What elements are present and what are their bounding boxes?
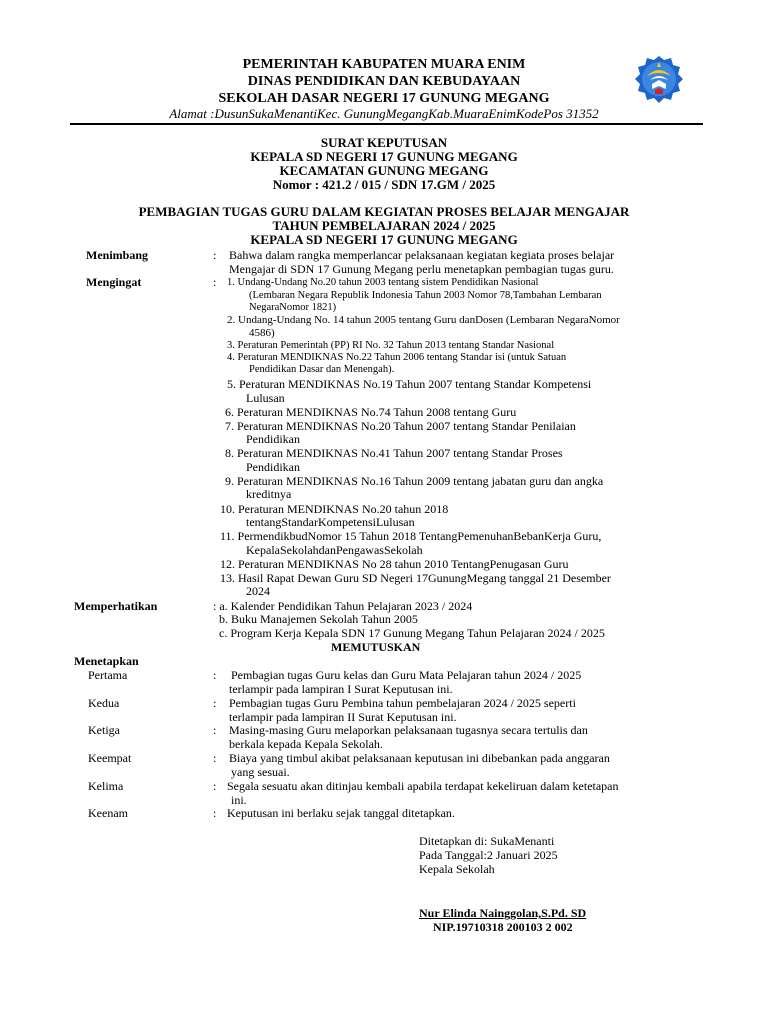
- kedua-colon: :: [213, 696, 217, 710]
- mengingat-item-10: 10. Peraturan MENDIKNAS No.20 tahun 2018: [220, 502, 449, 516]
- menimbang-text-1: Bahwa dalam rangka memperlancar pelaksanaan kegiatan kegiata proses belajar: [229, 248, 615, 262]
- signatory-name: Nur Elinda Nainggolan,S.Pd. SD: [419, 906, 587, 920]
- mengingat-item-6: 6. Peraturan MENDIKNAS No.74 Tahun 2008 tentang Guru: [225, 405, 517, 419]
- mengingat-item-7-cont: Pendidikan: [246, 432, 300, 446]
- mengingat-colon: :: [213, 275, 217, 289]
- memperhatikan-item-c: c. Program Kerja Kepala SDN 17 Gunung Megang Tahun Pelajaran 2024 / 2025: [219, 626, 605, 640]
- pertama-text-2: terlampir pada lampiran I Surat Keputusan ini.: [229, 682, 453, 696]
- mengingat-item-13: 13. Hasil Rapat Dewan Guru SD Negeri 17GunungMegang tanggal 21 Desember: [220, 571, 611, 585]
- mengingat-item-8-cont: Pendidikan: [246, 460, 300, 474]
- keempat-text-2: yang sesuai.: [231, 765, 290, 779]
- letterhead-line3: SEKOLAH DASAR NEGERI 17 GUNUNG MEGANG: [218, 91, 550, 106]
- mengingat-item-2-cont: 4586): [249, 327, 275, 339]
- keenam-text-1: Keputusan ini berlaku sejak tanggal ditetapkan.: [227, 806, 455, 820]
- subject-line2: TAHUN PEMBELAJARAN 2024 / 2025: [272, 218, 496, 233]
- signature-place: Ditetapkan di: SukaMenanti: [419, 834, 555, 848]
- decree-number: Nomor : 421.2 / 015 / SDN 17.GM / 2025: [272, 177, 496, 192]
- pertama-label: Pertama: [88, 668, 128, 682]
- letterhead-divider: [70, 123, 703, 125]
- mengingat-item-9: 9. Peraturan MENDIKNAS No.16 Tahun 2009 tentang jabatan guru dan angka: [225, 474, 604, 488]
- subject-line1: PEMBAGIAN TUGAS GURU DALAM KEGIATAN PROSES BELAJAR MENGAJAR: [138, 204, 630, 219]
- kelima-colon: :: [213, 779, 217, 793]
- letterhead-line2: DINAS PENDIDIKAN DAN KEBUDAYAAN: [247, 74, 521, 89]
- title-line2: KEPALA SD NEGERI 17 GUNUNG MEGANG: [250, 149, 518, 164]
- mengingat-item-11: 11. PermendikbudNomor 15 Tahun 2018 TentangPemenuhanBebanKerja Guru,: [220, 529, 602, 543]
- mengingat-item-2: 2. Undang-Undang No. 14 tahun 2005 tentang Guru danDosen (Lembaran NegaraNomor: [227, 314, 620, 326]
- mengingat-item-7: 7. Peraturan MENDIKNAS No.20 Tahun 2007 tentang Standar Penilaian: [225, 419, 576, 433]
- subject-line3: KEPALA SD NEGERI 17 GUNUNG MEGANG: [250, 232, 518, 247]
- menetapkan-label: Menetapkan: [74, 654, 139, 668]
- ketiga-colon: :: [213, 723, 217, 737]
- mengingat-item-13-cont: 2024: [246, 584, 270, 598]
- keempat-colon: :: [213, 751, 217, 765]
- mengingat-label: Mengingat: [86, 275, 142, 289]
- signature-role: Kepala Sekolah: [419, 862, 495, 876]
- signature-date: Pada Tanggal:2 Januari 2025: [419, 848, 558, 862]
- keempat-text-1: Biaya yang timbul akibat pelaksanaan keputusan ini dibebankan pada anggaran: [229, 751, 610, 765]
- kelima-label: Kelima: [88, 779, 124, 793]
- letterhead-line1: PEMERINTAH KABUPATEN MUARA ENIM: [242, 57, 526, 72]
- mengingat-item-11-cont: KepalaSekolahdanPengawasSekolah: [246, 543, 423, 557]
- ketiga-label: Ketiga: [88, 723, 120, 737]
- mengingat-item-1-cont: NegaraNomor 1821): [249, 302, 337, 313]
- kedua-label: Kedua: [88, 696, 120, 710]
- keenam-colon: :: [213, 806, 217, 820]
- keenam-label: Keenam: [88, 806, 128, 820]
- ketiga-text-1: Masing-masing Guru melaporkan pelaksanaan tugasnya secara tertulis dan: [229, 723, 588, 737]
- mengingat-item-4-cont: Pendidikan Dasar dan Menengah).: [249, 364, 395, 375]
- kelima-text-1: Segala sesuatu akan ditinjau kembali apabila terdapat kekeliruan dalam ketetapan: [227, 779, 619, 793]
- mengingat-item-1-cont: (Lembaran Negara Republik Indonesia Tahun 2003 Nomor 78,Tambahan Lembaran: [249, 290, 602, 301]
- kelima-text-2: ini.: [231, 793, 247, 807]
- title-line1: SURAT KEPUTUSAN: [320, 135, 448, 150]
- kedua-text-1: Pembagian tugas Guru Pembina tahun pembelajaran 2024 / 2025 seperti: [229, 696, 576, 710]
- mengingat-item-5-cont: Lulusan: [246, 391, 285, 405]
- keempat-label: Keempat: [88, 751, 132, 765]
- title-line3: KECAMATAN GUNUNG MEGANG: [279, 163, 489, 178]
- pertama-colon: :: [213, 668, 217, 682]
- mengingat-item-8: 8. Peraturan MENDIKNAS No.41 Tahun 2007 tentang Standar Proses: [225, 446, 563, 460]
- mengingat-item-4: 4. Peraturan MENDIKNAS No.22 Tahun 2006 tentang Standar isi (untuk Satuan: [227, 352, 567, 363]
- mengingat-item-10-cont: tentangStandarKompetensiLulusan: [246, 515, 415, 529]
- menimbang-label: Menimbang: [86, 248, 149, 262]
- signatory-nip: NIP.19710318 200103 2 002: [433, 920, 573, 934]
- menimbang-text-2: Mengajar di SDN 17 Gunung Megang perlu menetapkan pembagian tugas guru.: [229, 262, 614, 276]
- letterhead-address: Alamat :DusunSukaMenantiKec. GunungMegangKab.MuaraEnimKodePos 31352: [169, 106, 599, 121]
- memperhatikan-label: Memperhatikan: [74, 599, 158, 613]
- menimbang-colon: :: [213, 248, 217, 262]
- memperhatikan-item-a: : a. Kalender Pendidikan Tahun Pelajaran 2023 / 2024: [213, 599, 473, 613]
- mengingat-item-3: 3. Peraturan Pemerintah (PP) RI No. 32 Tahun 2013 tentang Standar Nasional: [227, 340, 555, 351]
- mengingat-item-5: 5. Peraturan MENDIKNAS No.19 Tahun 2007 tentang Standar Kompetensi: [227, 377, 592, 391]
- kedua-text-2: terlampir pada lampiran II Surat Keputusan ini.: [229, 710, 457, 724]
- pertama-text-1: Pembagian tugas Guru kelas dan Guru Mata Pelajaran tahun 2024 / 2025: [231, 668, 582, 682]
- mengingat-item-1: 1. Undang-Undang No.20 tahun 2003 tentang sistem Pendidikan Nasional: [227, 277, 539, 288]
- memperhatikan-item-b: b. Buku Manajemen Sekolah Tahun 2005: [219, 612, 418, 626]
- tut-wuri-handayani-logo: [633, 54, 685, 104]
- memutuskan-heading: MEMUTUSKAN: [331, 640, 421, 654]
- ketiga-text-2: berkala kepada Kepala Sekolah.: [229, 737, 383, 751]
- mengingat-item-9-cont: kreditnya: [246, 487, 292, 501]
- mengingat-item-12: 12. Peraturan MENDIKNAS No 28 tahun 2010 TentangPenugasan Guru: [220, 557, 569, 571]
